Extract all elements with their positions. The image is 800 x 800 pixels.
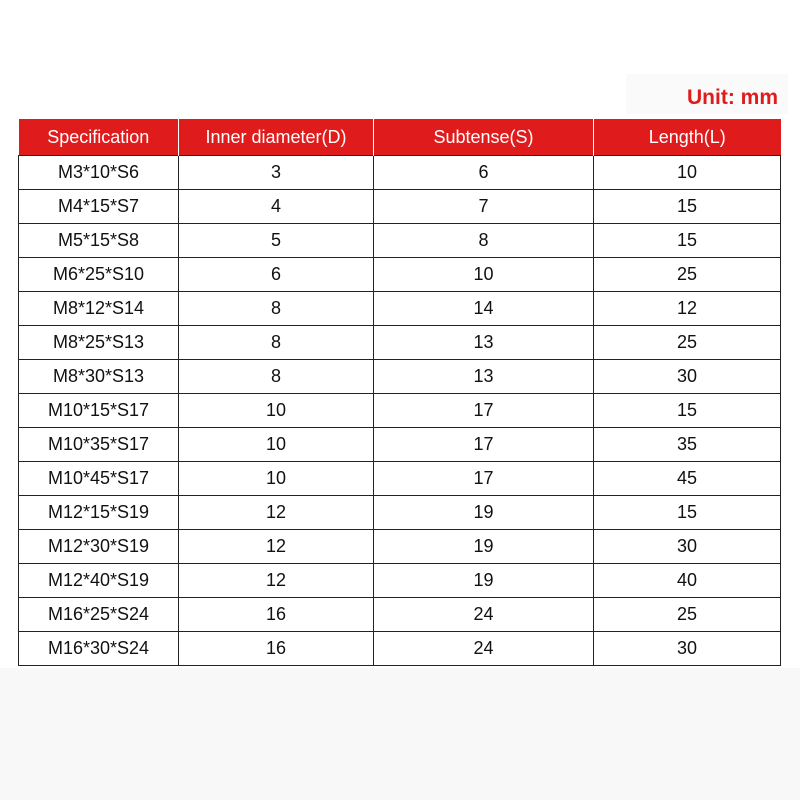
table-row <box>19 496 781 530</box>
cell-specification: M10*45*S17 <box>19 462 179 496</box>
cell-subtense: 19 <box>374 564 594 598</box>
cell-length: 25 <box>594 258 781 292</box>
cell-subtense: 14 <box>374 292 594 326</box>
cell-subtense: 6 <box>374 156 594 190</box>
cell-specification: M12*30*S19 <box>19 530 179 564</box>
cell-inner-diameter: 12 <box>179 564 374 598</box>
cell-inner-diameter: 12 <box>179 496 374 530</box>
cell-subtense: 8 <box>374 224 594 258</box>
header-length: Length(L) <box>594 119 781 156</box>
table-body <box>19 156 781 666</box>
cell-specification: M8*25*S13 <box>19 326 179 360</box>
cell-length: 10 <box>594 156 781 190</box>
cell-inner-diameter: 8 <box>179 292 374 326</box>
bottom-background <box>0 668 800 800</box>
table-row <box>19 462 781 496</box>
cell-subtense: 17 <box>374 428 594 462</box>
cell-inner-diameter: 10 <box>179 394 374 428</box>
cell-specification: M12*40*S19 <box>19 564 179 598</box>
cell-length: 15 <box>594 496 781 530</box>
table-row <box>19 156 781 190</box>
cell-subtense: 17 <box>374 462 594 496</box>
table-row <box>19 190 781 224</box>
cell-length: 30 <box>594 530 781 564</box>
cell-inner-diameter: 10 <box>179 462 374 496</box>
cell-length: 40 <box>594 564 781 598</box>
table-row <box>19 564 781 598</box>
cell-inner-diameter: 4 <box>179 190 374 224</box>
cell-specification: M10*35*S17 <box>19 428 179 462</box>
table-header-row <box>19 119 781 156</box>
cell-subtense: 7 <box>374 190 594 224</box>
table-row <box>19 224 781 258</box>
cell-length: 15 <box>594 224 781 258</box>
cell-length: 35 <box>594 428 781 462</box>
cell-inner-diameter: 8 <box>179 326 374 360</box>
cell-subtense: 13 <box>374 326 594 360</box>
cell-specification: M3*10*S6 <box>19 156 179 190</box>
specification-table <box>18 119 781 666</box>
cell-length: 25 <box>594 598 781 632</box>
header-subtense: Subtense(S) <box>374 119 594 156</box>
cell-inner-diameter: 16 <box>179 632 374 666</box>
table-row <box>19 292 781 326</box>
cell-inner-diameter: 6 <box>179 258 374 292</box>
table-row <box>19 632 781 666</box>
cell-length: 45 <box>594 462 781 496</box>
table-row <box>19 360 781 394</box>
cell-subtense: 10 <box>374 258 594 292</box>
cell-specification: M8*12*S14 <box>19 292 179 326</box>
cell-specification: M4*15*S7 <box>19 190 179 224</box>
cell-specification: M16*25*S24 <box>19 598 179 632</box>
cell-length: 30 <box>594 360 781 394</box>
cell-inner-diameter: 12 <box>179 530 374 564</box>
table-row <box>19 394 781 428</box>
cell-length: 30 <box>594 632 781 666</box>
cell-specification: M6*25*S10 <box>19 258 179 292</box>
cell-inner-diameter: 10 <box>179 428 374 462</box>
cell-specification: M16*30*S24 <box>19 632 179 666</box>
cell-inner-diameter: 16 <box>179 598 374 632</box>
cell-subtense: 19 <box>374 530 594 564</box>
cell-inner-diameter: 8 <box>179 360 374 394</box>
table-row <box>19 598 781 632</box>
cell-specification: M12*15*S19 <box>19 496 179 530</box>
cell-inner-diameter: 5 <box>179 224 374 258</box>
cell-subtense: 17 <box>374 394 594 428</box>
cell-specification: M10*15*S17 <box>19 394 179 428</box>
table-row <box>19 428 781 462</box>
header-specification: Specification <box>19 119 179 156</box>
cell-specification: M8*30*S13 <box>19 360 179 394</box>
table-row <box>19 258 781 292</box>
cell-subtense: 24 <box>374 598 594 632</box>
cell-length: 15 <box>594 394 781 428</box>
cell-inner-diameter: 3 <box>179 156 374 190</box>
cell-subtense: 24 <box>374 632 594 666</box>
cell-specification: M5*15*S8 <box>19 224 179 258</box>
cell-subtense: 19 <box>374 496 594 530</box>
cell-length: 25 <box>594 326 781 360</box>
cell-length: 12 <box>594 292 781 326</box>
table-row <box>19 326 781 360</box>
cell-length: 15 <box>594 190 781 224</box>
header-inner-diameter: Inner diameter(D) <box>179 119 374 156</box>
table-row <box>19 530 781 564</box>
unit-label: Unit: mm <box>687 86 778 109</box>
cell-subtense: 13 <box>374 360 594 394</box>
